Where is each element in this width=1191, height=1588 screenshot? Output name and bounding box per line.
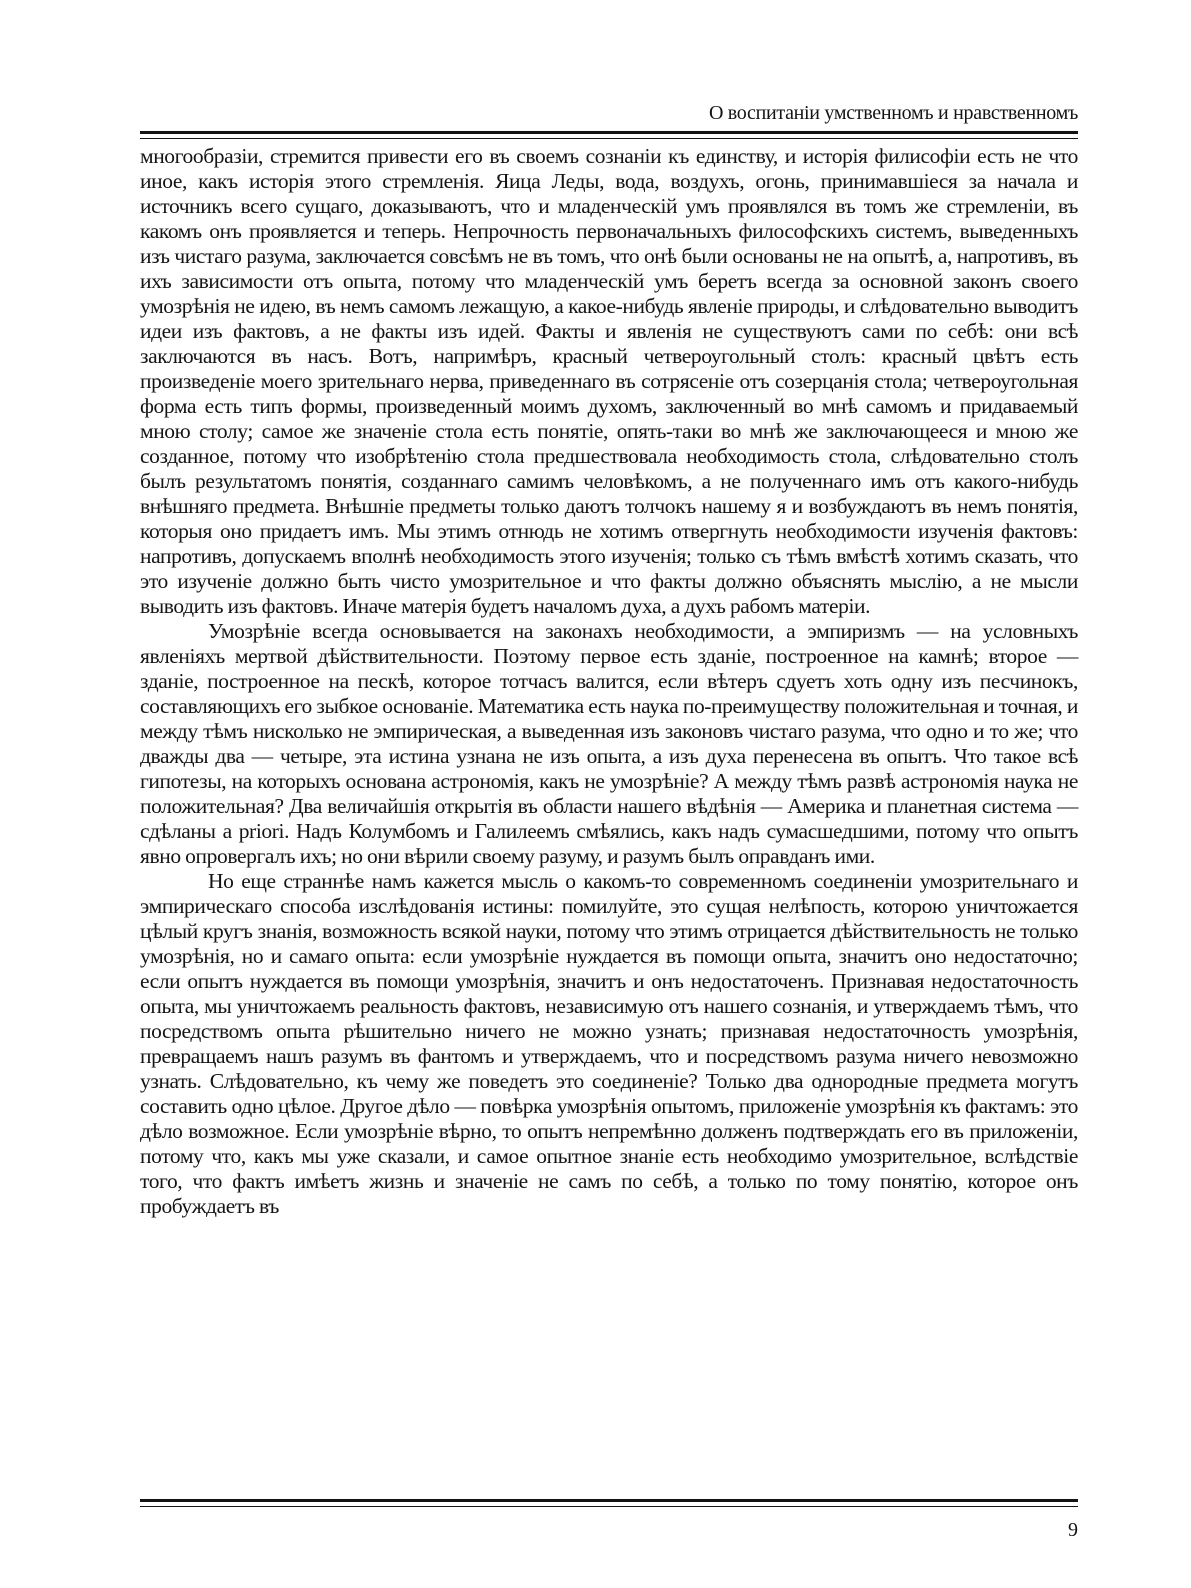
page-number: 9 <box>1068 1519 1078 1541</box>
paragraph-1: многообразiи, стремится привести его въ своемъ сознанiи къ единству, и исторiя филисофiи есть не что иное, какъ исторiя этого стремленiя. Яица Леды, вода, воздухъ, огонь, принимавшiеся за начала и источникъ всего сущаго, доказываютъ, что и младенческiй умъ проявлялся въ томъ же стремленiи, въ какомъ онъ проявляется и теперь. Непрочность первоначальныхъ философскихъ системъ, выведенныхъ изъ чистаго разума, заключается совсѣмъ не въ томъ, что онѣ были основаны не на опытѣ, а, напротивъ, въ ихъ зависимости отъ опыта, потому что младенческiй умъ беретъ всегда за основной законъ своего умозрѣнiя не идею, въ немъ самомъ лежащую, а какое-нибудь явленiе природы, и слѣдовательно выводитъ идеи изъ фактовъ, а не факты изъ идей. Факты и явленiя не существуютъ сами по себѣ: они всѣ заключаются въ насъ. Вотъ, напримѣръ, красный четвероугольный столъ: красный цвѣтъ есть произведенiе моего зрительнаго нерва, приведеннаго въ сотрясенiе отъ созерцанiя стола; четвероугольная форма есть типъ формы, произведенный моимъ духомъ, заключенный во мнѣ самомъ и придаваемый мною столу; самое же значенiе стола есть понятiе, опять-таки во мнѣ же заключающееся и мною же созданное, потому что изобрѣтенiю стола предшествовала необходимость стола, слѣдовательно столъ былъ результатомъ понятiя, созданнаго самимъ человѣкомъ, а не полученнаго имъ отъ какого-нибудь внѣшняго предмета. Внѣшнiе предметы только даютъ толчокъ нашему я и возбуждаютъ въ немъ понятiя, которыя оно придаетъ имъ. Мы этимъ отнюдь не хотимъ отвергнуть необходимости изученiя фактовъ: напротивъ, допускаемъ вполнѣ необходимость этого изученiя; только съ тѣмъ вмѣстѣ хотимъ сказать, что это изученiе должно быть чисто умозрительное и что факты должно объяснять мыслiю, а не мысли выводить изъ фактовъ. Иначе матерiя будетъ началомъ духа, а духъ рабомъ матерiи. <box>140 144 1078 618</box>
running-title: О воспитанiи умственномъ и нравственномъ <box>708 102 1078 124</box>
footer-rule <box>140 1499 1078 1507</box>
paragraph-2: Умозрѣнiе всегда основывается на законахъ необходимости, а эмпиризмъ — на условныхъ явленiяхъ мертвой дѣйствительности. Поэтому первое есть зданiе, построенное на камнѣ; второе — зданiе, построенное на пескѣ, которое тотчасъ валится, если вѣтеръ сдуетъ хоть одну изъ песчинокъ, составляющихъ его зыбкое основанiе. Математика есть наука по-преимуществу положительная и точная, и между тѣмъ нисколько не эмпирическая, а выведенная изъ законовъ чистаго разума, что одно и то же; что дважды два — четыре, эта истина узнана не изъ опыта, а изъ духа перенесена въ опытъ. Что такое всѣ гипотезы, на которыхъ основана астрономiя, какъ не умозрѣнiе? А между тѣмъ развѣ астрономiя наука не положительная? Два величайшiя открытiя въ области нашего вѣдѣнiя — Америка и планетная система — сдѣланы a priori. Надъ Колумбомъ и Галилеемъ смѣялись, какъ надъ сумасшедшими, потому что опытъ явно опровергалъ ихъ; но они вѣрили своему разуму, и разумъ былъ оправданъ ими. <box>140 619 1078 868</box>
body-text <box>140 144 1078 1219</box>
header-rule <box>140 131 1078 139</box>
paragraph-3: Но еще страннѣе намъ кажется мысль о какомъ-то современномъ соединенiи умозрительнаго и эмпирическаго способа изслѣдованiя истины: помилуйте, это сущая нелѣпость, которою уничтожается цѣлый кругъ знанiя, возможность всякой науки, потому что этимъ отрицается дѣйствительность не только умозрѣнiя, но и самаго опыта: если умозрѣнiе нуждается въ помощи опыта, значитъ оно недостаточно; если опытъ нуждается въ помощи умозрѣнiя, значитъ и онъ недостаточенъ. Признавая недостаточность опыта, мы уничтожаемъ реальность фактовъ, независимую отъ нашего сознанiя, и утверждаемъ тѣмъ, что посредствомъ опыта рѣшительно ничего не можно узнать; признавая недостаточность умозрѣнiя, превращаемъ нашъ разумъ въ фантомъ и утверждаемъ, что и посредствомъ разума ничего невозможно узнать. Слѣдовательно, къ чему же поведетъ это соединенiе? Только два однородные предмета могутъ составить одно цѣлое. Другое дѣло — повѣрка умозрѣнiя опытомъ, приложенiе умозрѣнiя къ фактамъ: это дѣло возможное. Если умозрѣнiе вѣрно, то опытъ непремѣнно долженъ подтверждать его въ приложенiи, потому что, какъ мы уже сказали, и самое опытное знанiе есть необходимо умозрительное, вслѣдствiе того, что фактъ имѣетъ жизнь и значенiе не самъ по себѣ, а только по тому понятiю, которое онъ пробуждаетъ въ <box>140 869 1078 1218</box>
